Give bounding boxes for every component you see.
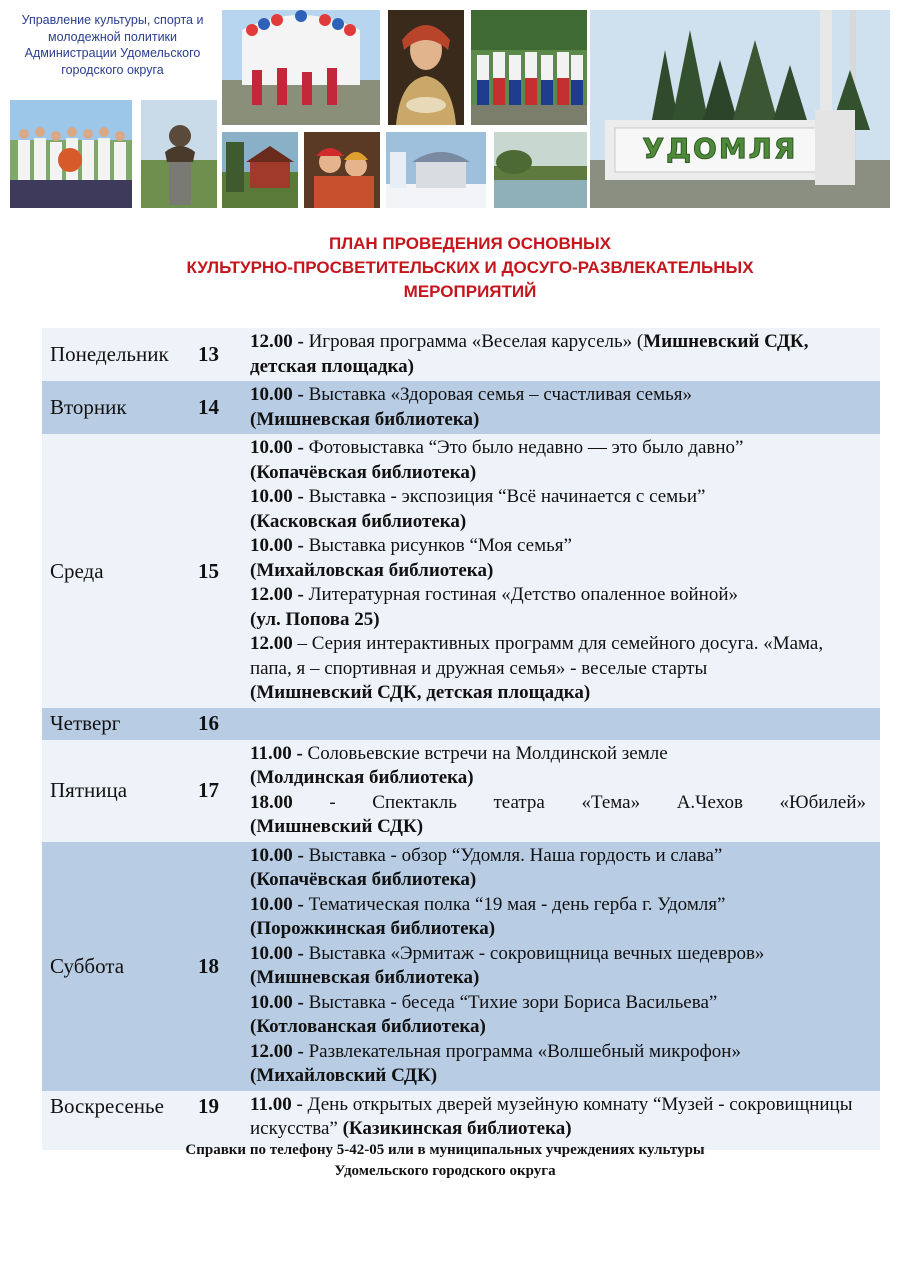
event-description: Развлекательная программа «Волшебный микрофон» [303,1040,741,1062]
event-entry [250,991,866,1040]
event-venue: (Мишневская библиотека) [250,967,480,988]
event-entry [250,436,866,485]
event-entry [250,791,866,840]
event-description: Выставка - беседа “Тихие зори Бориса Васильева” [303,991,718,1013]
events-schedule-table [42,328,880,1150]
events-cell [248,740,880,842]
date-number: 17 [198,740,248,842]
event-entry [250,1093,866,1142]
youth-team-photo [10,100,132,208]
event-description: Литературная гостиная «Детство опаленное войной» [303,584,739,605]
date-number: 15 [198,434,248,708]
event-description: – Серия интерактивных программ для семейного досуга. «Мама, папа, я – спортивная и дружная семья» - веселые старты [250,633,824,679]
event-time: 12.00 - [250,584,304,605]
event-venue: (Копачёвская библиотека) [250,869,477,890]
event-time: 18.00 [250,791,293,813]
event-description: Тематическая полка “19 мая - день герба г. Удомля” [303,893,726,915]
org-line: молодежной политики [47,29,178,44]
event-description: Выставка «Здоровая семья – счастливая семья» [303,384,693,405]
weekday-label: Понедельник [42,328,198,381]
event-venue: (Мишневская библиотека) [250,408,480,430]
event-time: 12.00 - [250,331,304,352]
schedule-row-friday [42,740,880,842]
event-time: 11.00 [250,1093,292,1115]
event-time: 10.00 - [250,991,304,1013]
events-cell [248,434,880,708]
date-number: 16 [198,708,248,740]
event-entry [250,383,866,432]
event-time: 12.00 - [250,1040,304,1062]
event-description: Соловьевские встречи на Молдинской земле [302,742,668,764]
lake-painting [494,132,587,208]
event-entry [250,844,866,893]
event-description: Выставка «Эрмитаж - сокровищница вечных шедевров» [303,942,765,964]
date-number: 18 [198,842,248,1091]
event-entry [250,942,866,991]
schedule-row-thursday [42,708,880,740]
weekday-label: Вторник [42,381,198,434]
weekday-label: Воскресенье [42,1091,198,1150]
manor-photo [222,132,298,208]
schedule-row-wednesday [42,434,880,708]
footer-line-2: Удомельского городского округа [334,1163,556,1179]
winter-building-photo [386,132,486,208]
plan-title-line-1: ПЛАН ПРОВЕДЕНИЯ ОСНОВНЫХ [328,234,612,253]
event-venue: (Котлованская библиотека) [250,1016,486,1037]
event-description: Игровая программа «Веселая карусель» ( [303,331,644,352]
event-time: 10.00 - [250,535,304,556]
plan-title [60,232,880,304]
event-time: 10.00 - [250,486,304,507]
events-cell [248,381,880,434]
event-entry [250,893,866,942]
schedule-row-saturday [42,842,880,1091]
portrait-painting [388,10,464,125]
org-line: Администрации Удомельского [24,46,201,60]
events-cell [248,708,880,740]
monument-photo [141,100,217,208]
event-time: 11.00 - [250,742,303,764]
event-time: 10.00 - [250,437,304,458]
event-description: - День открытых дверей музейную комнату “Музей - сокровищницы искусства” [250,1093,853,1139]
event-description: - Спектакль театра «Тема» А.Чехов «Юбилей» [292,791,866,813]
event-entry [250,742,866,791]
weekday-label: Суббота [42,842,198,1091]
girls-painting [304,132,380,208]
event-venue: (Мишневский СДК, детская площадка) [250,682,591,703]
event-venue: Мишневский СДК, детская площадка) [250,331,809,377]
event-entry [250,534,866,583]
choir-photo [471,10,587,125]
contact-footer [40,1140,850,1182]
footer-line-1: Справки по телефону 5-42-05 или в муниципальных учреждениях культуры [185,1142,705,1158]
event-entry [250,330,866,379]
event-venue: (Казикинская библиотека) [342,1118,572,1139]
event-entry [250,1040,866,1089]
event-venue: (Михайловский СДК) [250,1065,438,1086]
event-time: 10.00 - [250,844,304,866]
event-entry [250,583,866,632]
schedule-row-monday [42,328,880,381]
udomlya-sign-photo [590,10,890,208]
event-entry [250,485,866,534]
organization-title [10,12,215,78]
event-description: Фотовыставка “Это было недавно — это было давно” [303,437,744,458]
event-venue: (Молдинская библиотека) [250,767,474,788]
date-number: 14 [198,381,248,434]
schedule-row-tuesday [42,381,880,434]
event-time: 10.00 - [250,942,304,964]
event-description: Выставка - экспозиция “Всё начинается с семьи” [303,486,706,507]
event-description: Выставка рисунков “Моя семья” [303,535,572,556]
event-description: Выставка - обзор “Удомля. Наша гордость и слава” [303,844,723,866]
plan-title-line-3: МЕРОПРИЯТИЙ [403,282,537,301]
org-line: городского округа [61,62,164,77]
event-venue: (Порожкинская библиотека) [250,918,496,939]
event-venue: (Мишневский СДК) [250,816,424,837]
events-cell [248,842,880,1091]
event-venue: (Михайловская библиотека) [250,559,494,581]
event-entry [250,632,866,706]
weekday-label: Пятница [42,740,198,842]
events-cell [248,328,880,381]
date-number: 19 [198,1091,248,1150]
event-time: 12.00 [250,633,293,654]
plan-title-line-2: КУЛЬТУРНО-ПРОСВЕТИТЕЛЬСКИХ И ДОСУГО-РАЗВЛЕКАТЕЛЬНЫХ [186,258,754,277]
org-line: Управление культуры, спорта и [21,13,204,27]
header-banner [10,10,890,208]
event-time: 10.00 - [250,384,304,405]
weekday-label: Среда [42,434,198,708]
event-venue: (ул. Попова 25) [250,608,380,630]
event-venue: (Копачёвская библиотека) [250,461,477,483]
weekday-label: Четверг [42,708,198,740]
folk-festival-photo [222,10,380,125]
event-time: 10.00 - [250,893,304,915]
city-sign-text: УДОМЛЯ [642,132,798,165]
date-number: 13 [198,328,248,381]
event-venue: (Касковская библиотека) [250,510,467,532]
